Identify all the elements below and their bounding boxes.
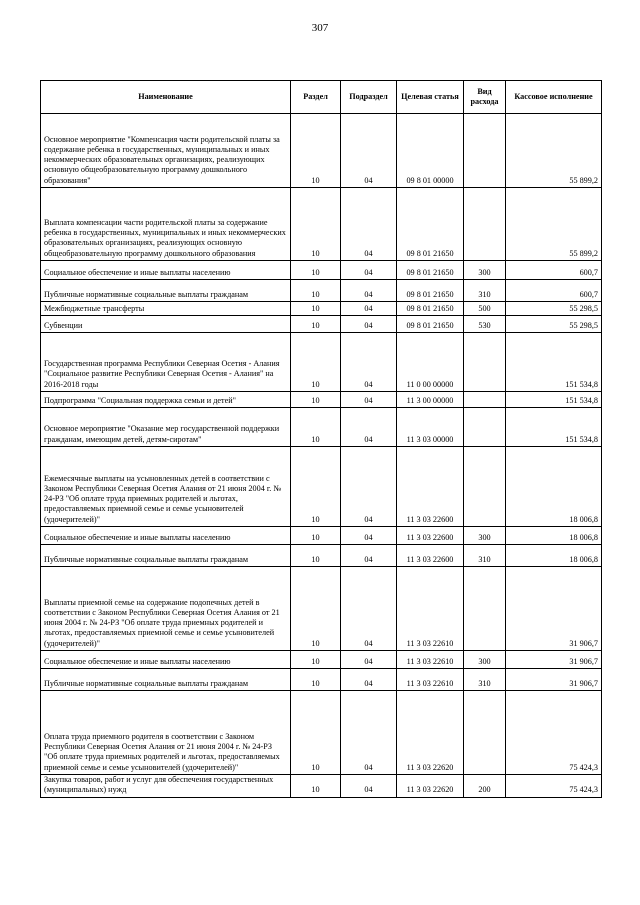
cell-podrazdel: 04 [341,775,397,798]
cell-vid: 500 [464,302,506,316]
cell-podrazdel: 04 [341,114,397,188]
cell-name: Основное мероприятие "Оказание мер государственной поддержки гражданам, имеющим детей, детям-сиротам" [41,408,291,447]
cell-sum: 31 906,7 [506,567,602,651]
table-header-row [41,81,602,114]
cell-sum: 151 534,8 [506,392,602,408]
cell-podrazdel: 04 [341,527,397,545]
cell-vid: 300 [464,261,506,280]
cell-target: 09 8 01 21650 [397,280,464,302]
cell-target: 09 8 01 21650 [397,188,464,261]
cell-razdel: 10 [291,527,341,545]
cell-sum: 55 899,2 [506,188,602,261]
cell-sum: 31 906,7 [506,669,602,691]
cell-sum: 18 006,8 [506,527,602,545]
cell-vid: 300 [464,651,506,669]
cell-vid: 310 [464,545,506,567]
header-sum: Кассовое исполнение [506,81,602,114]
cell-podrazdel: 04 [341,302,397,316]
cell-podrazdel: 04 [341,280,397,302]
table-row [41,280,602,302]
cell-name: Социальное обеспечение и иные выплаты населению [41,651,291,669]
cell-name: Субвенции [41,316,291,333]
cell-podrazdel: 04 [341,669,397,691]
cell-vid: 200 [464,775,506,798]
cell-podrazdel: 04 [341,651,397,669]
cell-razdel: 10 [291,280,341,302]
table-row [41,567,602,651]
cell-sum: 75 424,3 [506,691,602,775]
cell-sum: 151 534,8 [506,408,602,447]
cell-podrazdel: 04 [341,188,397,261]
cell-vid [464,567,506,651]
table-row [41,333,602,392]
cell-sum: 600,7 [506,280,602,302]
cell-razdel: 10 [291,567,341,651]
cell-name: Публичные нормативные социальные выплаты гражданам [41,280,291,302]
table-row [41,651,602,669]
cell-vid [464,114,506,188]
header-razdel: Раздел [291,81,341,114]
cell-vid: 310 [464,669,506,691]
cell-sum: 18 006,8 [506,447,602,527]
cell-vid: 530 [464,316,506,333]
header-podrazdel: Подраздел [341,81,397,114]
table-body [41,114,602,798]
table-row [41,316,602,333]
cell-sum: 55 298,5 [506,316,602,333]
cell-name: Выплаты приемной семье на содержание подопечных детей в соответствии с Законом Республики Северная Осетия Алания от 21 июня 2004 г. № 24-РЗ "Об оплате труда приемных родителей и льготах, предоставляемых приемной семье и семье усыновителей (удочерителей)" [41,567,291,651]
cell-sum: 75 424,3 [506,775,602,798]
cell-razdel: 10 [291,392,341,408]
cell-razdel: 10 [291,302,341,316]
page-number: 307 [311,22,329,34]
cell-target: 11 3 03 22620 [397,775,464,798]
cell-podrazdel: 04 [341,316,397,333]
cell-sum: 600,7 [506,261,602,280]
cell-sum: 18 006,8 [506,545,602,567]
cell-vid [464,333,506,392]
cell-podrazdel: 04 [341,545,397,567]
table-row [41,188,602,261]
table-row [41,691,602,775]
cell-razdel: 10 [291,691,341,775]
cell-razdel: 10 [291,447,341,527]
cell-target: 09 8 01 21650 [397,316,464,333]
cell-sum: 151 534,8 [506,333,602,392]
cell-name: Основное мероприятие "Компенсация части родительской платы за содержание ребенка в государственных, муниципальных и иных некоммерческих образовательных организациях, реализующих основную общеобразовательную программу дошкольного образования" [41,114,291,188]
table-row [41,114,602,188]
cell-vid [464,691,506,775]
table-row [41,527,602,545]
cell-target: 09 8 01 21650 [397,261,464,280]
cell-name: Межбюджетные трансферты [41,302,291,316]
table-row [41,669,602,691]
cell-name: Социальное обеспечение и иные выплаты населению [41,527,291,545]
cell-name: Ежемесячные выплаты на усыновленных детей в соответствии с Законом Республики Северная Осетия Алания от 21 июня 2004 г. № 24-РЗ "Об оплате труда приемных родителей и льготах, предоставляемых приемной семье и семье усыновителей (удочерителей)" [41,447,291,527]
cell-name: Оплата труда приемного родителя в соответствии с Законом Республики Северная Осетия Алания от 21 июня 2004 г. № 24-РЗ "Об оплате труда приемных родителей и льготах, предоставляемых приемной семье и семье усыновителей (удочерителей)" [41,691,291,775]
cell-name: Подпрограмма "Социальная поддержка семьи и детей" [41,392,291,408]
cell-target: 11 3 03 22600 [397,545,464,567]
cell-podrazdel: 04 [341,333,397,392]
cell-sum: 55 298,5 [506,302,602,316]
cell-name: Закупка товаров, работ и услуг для обеспечения государственных (муниципальных) нужд [41,775,291,798]
cell-target: 09 8 01 00000 [397,114,464,188]
cell-target: 11 3 03 22600 [397,447,464,527]
table-row [41,261,602,280]
table-row [41,775,602,798]
cell-razdel: 10 [291,316,341,333]
cell-razdel: 10 [291,775,341,798]
cell-target: 11 3 03 22620 [397,691,464,775]
cell-podrazdel: 04 [341,691,397,775]
cell-target: 11 3 03 22610 [397,669,464,691]
header-target: Целевая статья [397,81,464,114]
cell-target: 11 3 03 00000 [397,408,464,447]
cell-target: 11 0 00 00000 [397,333,464,392]
cell-podrazdel: 04 [341,261,397,280]
table-row [41,447,602,527]
cell-target: 09 8 01 21650 [397,302,464,316]
cell-name: Публичные нормативные социальные выплаты гражданам [41,545,291,567]
cell-sum: 55 899,2 [506,114,602,188]
cell-razdel: 10 [291,333,341,392]
cell-vid [464,408,506,447]
cell-sum: 31 906,7 [506,651,602,669]
cell-razdel: 10 [291,114,341,188]
cell-podrazdel: 04 [341,392,397,408]
cell-name: Выплата компенсации части родительской платы за содержание ребенка в государственных, муниципальных и иных некоммерческих образовательных организациях, реализующих основную общеобразовательную программу дошкольного образования [41,188,291,261]
cell-vid [464,188,506,261]
table-row [41,392,602,408]
cell-vid [464,392,506,408]
cell-vid: 300 [464,527,506,545]
cell-podrazdel: 04 [341,567,397,651]
cell-vid: 310 [464,280,506,302]
cell-name: Публичные нормативные социальные выплаты гражданам [41,669,291,691]
cell-target: 11 3 03 22610 [397,651,464,669]
cell-name: Государственная программа Республики Северная Осетия - Алания "Социальное развитие Республики Северная Осетия - Алания" на 2016-2018 годы [41,333,291,392]
cell-razdel: 10 [291,408,341,447]
cell-target: 11 3 03 22600 [397,527,464,545]
table-row [41,408,602,447]
budget-table [40,80,602,798]
cell-razdel: 10 [291,651,341,669]
cell-name: Социальное обеспечение и иные выплаты населению [41,261,291,280]
cell-razdel: 10 [291,188,341,261]
cell-vid [464,447,506,527]
cell-razdel: 10 [291,669,341,691]
table-row [41,545,602,567]
header-vid: Вид расхода [464,81,506,114]
cell-podrazdel: 04 [341,408,397,447]
cell-razdel: 10 [291,261,341,280]
cell-target: 11 3 00 00000 [397,392,464,408]
table-row [41,302,602,316]
cell-target: 11 3 03 22610 [397,567,464,651]
header-name: Наименование [41,81,291,114]
cell-podrazdel: 04 [341,447,397,527]
cell-razdel: 10 [291,545,341,567]
